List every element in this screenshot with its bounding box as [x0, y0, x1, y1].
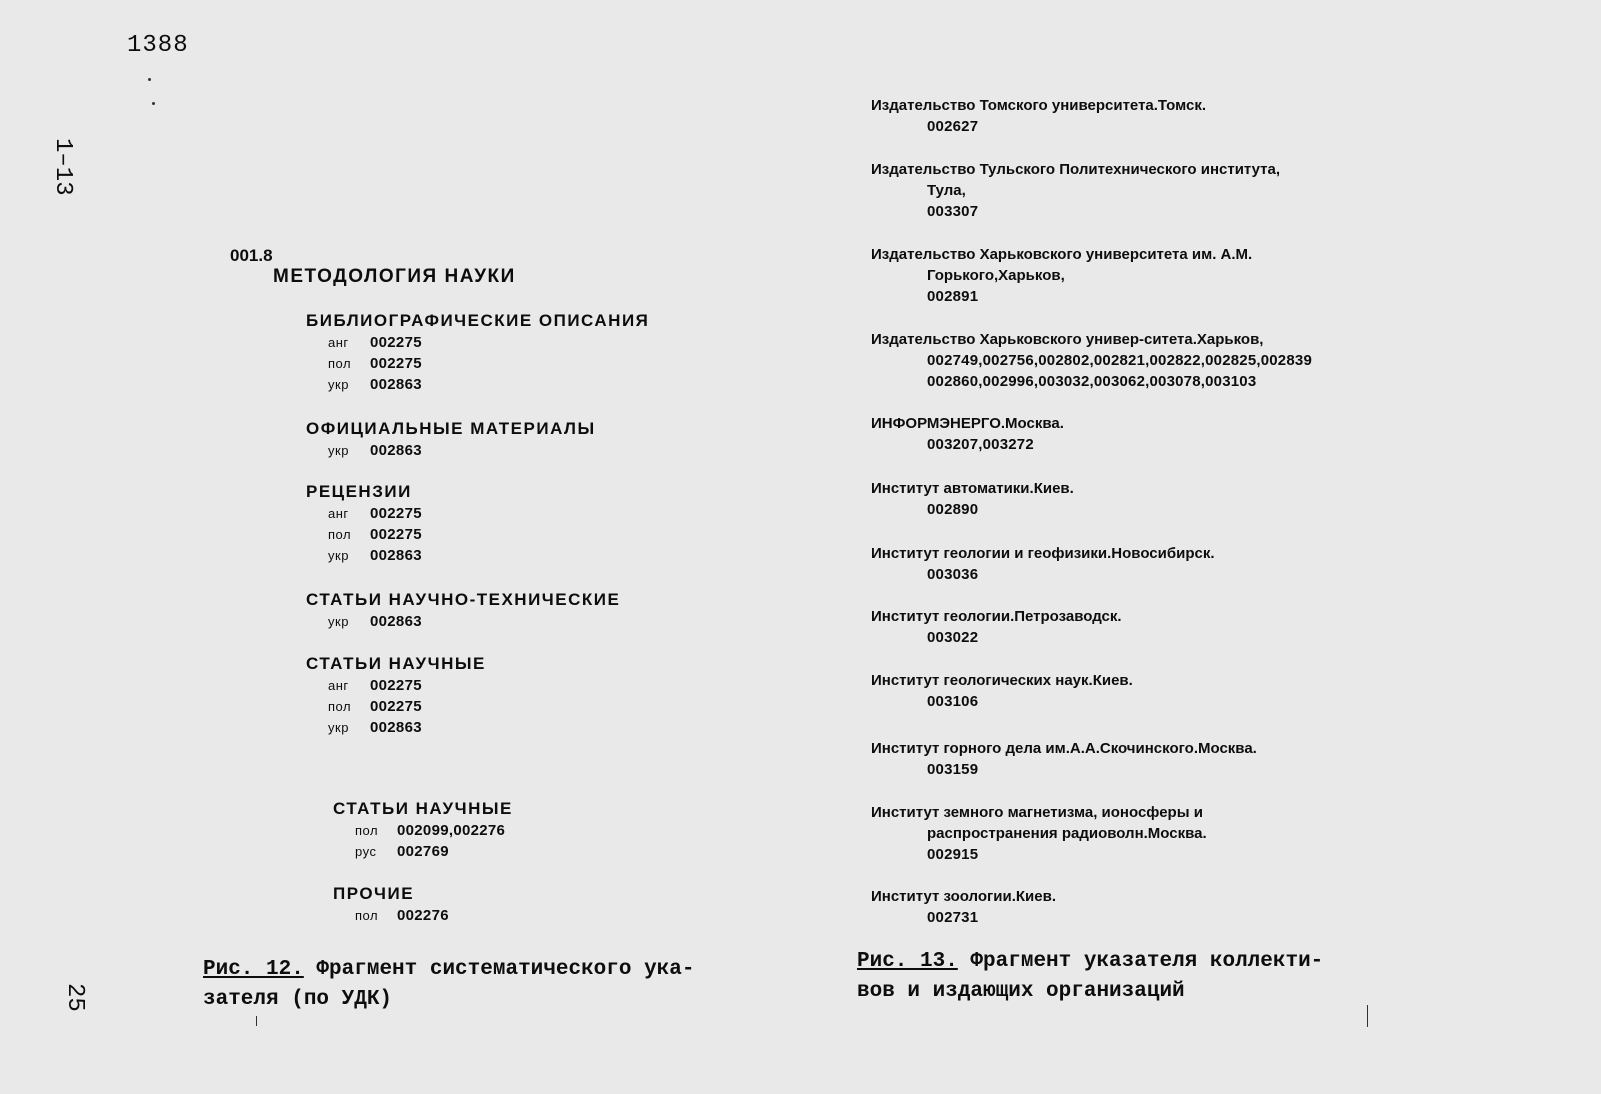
language-code: анг: [328, 506, 349, 521]
index-entry: [306, 524, 422, 545]
org-name-continued: распространения радиоволн.Москва.: [927, 825, 1207, 842]
speck: [148, 78, 151, 81]
record-codes: 002099,002276: [397, 822, 506, 839]
org-name-continued: Горького,Харьков,: [927, 267, 1065, 284]
language-code: укр: [328, 720, 349, 735]
org-name: Издательство Харьковского универ-ситета.Харьков,: [871, 331, 1264, 348]
group-heading: ПРОЧИЕ: [333, 884, 415, 903]
language-code: укр: [328, 443, 349, 458]
record-codes: 002275: [370, 526, 422, 543]
org-name: Издательство Томского университета.Томск.: [871, 97, 1207, 114]
speck: [152, 102, 155, 105]
record-codes: 003307: [927, 203, 979, 220]
org-name: ИНФОРМЭНЕРГО.Москва.: [871, 415, 1064, 432]
index-entry: [333, 905, 449, 926]
index-entry: [306, 332, 649, 353]
scan-mark: [1367, 1005, 1368, 1027]
caption-text: Фрагмент указателя коллекти-: [957, 950, 1324, 973]
org-name: Институт геологии и геофизики.Новосибирск.: [871, 545, 1215, 562]
group-heading: СТАТЬИ НАУЧНО-ТЕХНИЧЕСКИЕ: [306, 590, 621, 609]
org-name: Институт зоологии.Киев.: [871, 888, 1057, 905]
org-name: Институт геологических наук.Киев.: [871, 672, 1133, 689]
caption-text: вов и издающих организаций: [857, 980, 1185, 1003]
group-heading: БИБЛИОГРАФИЧЕСКИЕ ОПИСАНИЯ: [306, 311, 650, 330]
index-group: [306, 653, 486, 738]
org-entry: [871, 478, 1074, 520]
language-code: рус: [355, 844, 377, 859]
index-entry: [306, 545, 422, 566]
record-codes: 002863: [370, 613, 422, 630]
index-entry: [306, 353, 649, 374]
side-label-top: 1–13: [49, 138, 76, 196]
index-entry: [306, 611, 620, 632]
index-entry: [306, 374, 649, 395]
record-codes: 002863: [370, 719, 422, 736]
org-entry: [871, 802, 1207, 865]
record-codes: 002731: [927, 909, 979, 926]
org-entry: [871, 738, 1257, 780]
record-codes: 003036: [927, 566, 979, 583]
org-entry: [871, 543, 1215, 585]
language-code: укр: [328, 614, 349, 629]
language-code: анг: [328, 678, 349, 693]
org-name-continued: Тула,: [927, 182, 966, 199]
page-number: 1388: [127, 32, 189, 59]
caption-text: зателя (по УДК): [203, 988, 393, 1011]
org-entry: [871, 329, 1312, 392]
language-code: пол: [328, 356, 352, 371]
org-entry: [871, 670, 1133, 712]
caption-line: [203, 955, 783, 985]
index-group: [306, 418, 596, 461]
record-codes: 002860,002996,003032,003062,003078,003103: [927, 373, 1257, 390]
scan-mark: [256, 1016, 257, 1026]
record-codes: 003022: [927, 629, 979, 646]
language-code: пол: [355, 908, 379, 923]
caption-label: Рис. 12.: [203, 958, 304, 981]
record-codes: 003207,003272: [927, 436, 1034, 453]
group-heading: СТАТЬИ НАУЧНЫЕ: [333, 799, 513, 818]
record-codes: 002890: [927, 501, 979, 518]
language-code: пол: [328, 699, 352, 714]
org-entry: [871, 606, 1122, 648]
index-entry: [333, 820, 513, 841]
record-codes: 002863: [370, 547, 422, 564]
record-codes: 003106: [927, 693, 979, 710]
record-codes: 002275: [370, 677, 422, 694]
figure-caption-13: [857, 947, 1417, 1007]
record-codes: 002275: [370, 334, 422, 351]
index-group: [306, 589, 620, 632]
index-entry: [306, 717, 486, 738]
org-name: Институт горного дела им.А.А.Скочинского.Москва.: [871, 740, 1257, 757]
org-entry: [871, 95, 1206, 137]
record-codes: 002915: [927, 846, 979, 863]
org-entry: [871, 413, 1064, 455]
org-name: Институт земного магнетизма, ионосферы и: [871, 804, 1203, 821]
group-heading: РЕЦЕНЗИИ: [306, 482, 412, 501]
org-name: Институт геологии.Петрозаводск.: [871, 608, 1122, 625]
language-code: пол: [328, 527, 352, 542]
index-group: [333, 883, 449, 926]
org-entry: [871, 244, 1252, 307]
index-entry: [306, 675, 486, 696]
record-codes: 003159: [927, 761, 979, 778]
caption-label: Рис. 13.: [857, 950, 958, 973]
index-group: [306, 310, 649, 395]
org-entry: [871, 886, 1056, 928]
record-codes: 002863: [370, 442, 422, 459]
index-entry: [306, 503, 422, 524]
figure-caption-12: [203, 955, 783, 1015]
org-name: Издательство Харьковского университета им. А.М.: [871, 246, 1253, 263]
index-entry: [333, 841, 513, 862]
record-codes: 002863: [370, 376, 422, 393]
index-group: [333, 798, 513, 862]
record-codes: 002276: [397, 907, 449, 924]
udc-code: 001.8: [230, 246, 273, 265]
record-codes: 002891: [927, 288, 979, 305]
record-codes: 002275: [370, 505, 422, 522]
org-entry: [871, 159, 1280, 222]
org-name: Институт автоматики.Киев.: [871, 480, 1074, 497]
udc-title: МЕТОДОЛОГИЯ НАУКИ: [273, 266, 516, 287]
language-code: пол: [355, 823, 379, 838]
group-heading: ОФИЦИАЛЬНЫЕ МАТЕРИАЛЫ: [306, 419, 596, 438]
record-codes: 002275: [370, 355, 422, 372]
record-codes: 002749,002756,002802,002821,002822,002825,002839: [927, 352, 1312, 369]
index-entry: [306, 440, 596, 461]
language-code: укр: [328, 377, 349, 392]
record-codes: 002275: [370, 698, 422, 715]
index-entry: [306, 696, 486, 717]
org-name: Издательство Тульского Политехнического института,: [871, 161, 1281, 178]
side-label-bottom: 25: [61, 983, 88, 1012]
record-codes: 002627: [927, 118, 979, 135]
language-code: анг: [328, 335, 349, 350]
group-heading: СТАТЬИ НАУЧНЫЕ: [306, 654, 486, 673]
caption-line: [857, 947, 1417, 977]
caption-text: Фрагмент систематического ука-: [303, 958, 695, 981]
language-code: укр: [328, 548, 349, 563]
index-group: [306, 481, 422, 566]
record-codes: 002769: [397, 843, 449, 860]
